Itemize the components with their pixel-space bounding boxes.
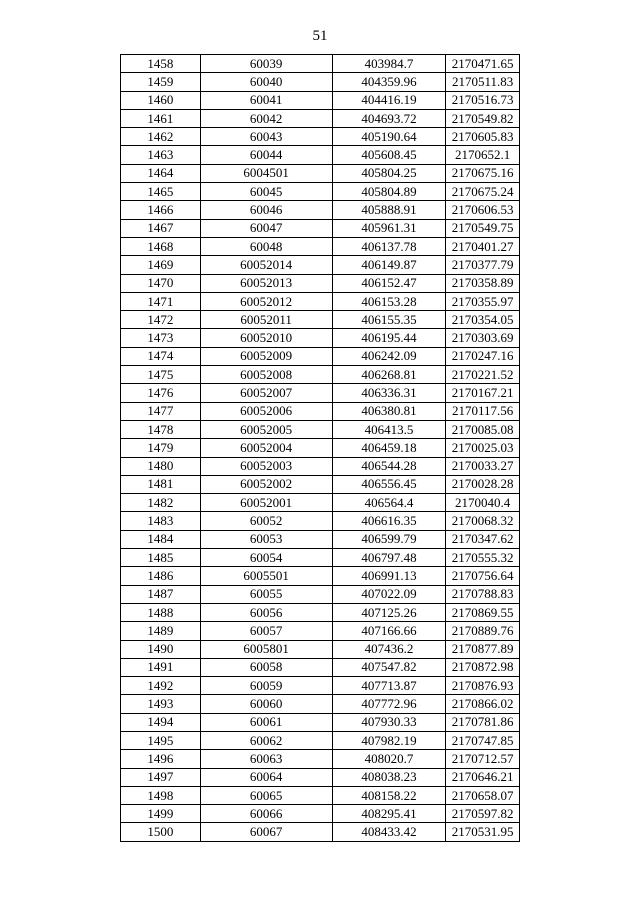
table-row (121, 567, 520, 585)
point-index-cell: 1493 (121, 695, 201, 713)
y-coordinate-cell: 2170085.08 (446, 420, 520, 438)
point-code-cell: 6005501 (200, 567, 332, 585)
table-row (121, 183, 520, 201)
point-code-cell: 60058 (200, 658, 332, 676)
point-index-cell: 1480 (121, 457, 201, 475)
point-code-cell: 60043 (200, 128, 332, 146)
point-index-cell: 1478 (121, 420, 201, 438)
y-coordinate-cell: 2170652.1 (446, 146, 520, 164)
point-index-cell: 1486 (121, 567, 201, 585)
y-coordinate-cell: 2170889.76 (446, 622, 520, 640)
table-row (121, 128, 520, 146)
table-row (121, 805, 520, 823)
table-row (121, 731, 520, 749)
y-coordinate-cell: 2170531.95 (446, 823, 520, 841)
point-index-cell: 1469 (121, 256, 201, 274)
point-code-cell: 60046 (200, 201, 332, 219)
y-coordinate-cell: 2170358.89 (446, 274, 520, 292)
x-coordinate-cell: 406564.4 (332, 494, 446, 512)
x-coordinate-cell: 406544.28 (332, 457, 446, 475)
x-coordinate-cell: 406268.81 (332, 366, 446, 384)
y-coordinate-cell: 2170401.27 (446, 237, 520, 255)
y-coordinate-cell: 2170658.07 (446, 786, 520, 804)
table-row (121, 457, 520, 475)
point-index-cell: 1476 (121, 384, 201, 402)
point-index-cell: 1482 (121, 494, 201, 512)
point-code-cell: 60061 (200, 713, 332, 731)
point-code-cell: 60063 (200, 750, 332, 768)
point-code-cell: 60052006 (200, 402, 332, 420)
x-coordinate-cell: 406413.5 (332, 420, 446, 438)
point-code-cell: 60052008 (200, 366, 332, 384)
point-index-cell: 1468 (121, 237, 201, 255)
x-coordinate-cell: 404416.19 (332, 91, 446, 109)
point-index-cell: 1463 (121, 146, 201, 164)
point-code-cell: 60064 (200, 768, 332, 786)
table-row (121, 695, 520, 713)
table-row (121, 603, 520, 621)
x-coordinate-cell: 403984.7 (332, 55, 446, 73)
x-coordinate-cell: 407166.66 (332, 622, 446, 640)
x-coordinate-cell: 407125.26 (332, 603, 446, 621)
table-row (121, 256, 520, 274)
table-row (121, 292, 520, 310)
y-coordinate-cell: 2170549.82 (446, 109, 520, 127)
point-index-cell: 1459 (121, 73, 201, 91)
y-coordinate-cell: 2170347.62 (446, 530, 520, 548)
y-coordinate-cell: 2170033.27 (446, 457, 520, 475)
x-coordinate-cell: 407022.09 (332, 585, 446, 603)
point-code-cell: 60052012 (200, 292, 332, 310)
table-row (121, 585, 520, 603)
x-coordinate-cell: 406336.31 (332, 384, 446, 402)
y-coordinate-cell: 2170866.02 (446, 695, 520, 713)
table-body (121, 55, 520, 842)
point-index-cell: 1490 (121, 640, 201, 658)
point-code-cell: 60039 (200, 55, 332, 73)
x-coordinate-cell: 406195.44 (332, 329, 446, 347)
y-coordinate-cell: 2170355.97 (446, 292, 520, 310)
point-code-cell: 60052 (200, 512, 332, 530)
y-coordinate-cell: 2170646.21 (446, 768, 520, 786)
point-code-cell: 60052004 (200, 439, 332, 457)
x-coordinate-cell: 407547.82 (332, 658, 446, 676)
point-code-cell: 60056 (200, 603, 332, 621)
point-index-cell: 1483 (121, 512, 201, 530)
point-index-cell: 1485 (121, 549, 201, 567)
x-coordinate-cell: 406152.47 (332, 274, 446, 292)
point-code-cell: 60059 (200, 677, 332, 695)
point-index-cell: 1498 (121, 786, 201, 804)
point-code-cell: 60052002 (200, 475, 332, 493)
y-coordinate-cell: 2170221.52 (446, 366, 520, 384)
point-code-cell: 60045 (200, 183, 332, 201)
x-coordinate-cell: 405804.89 (332, 183, 446, 201)
table-row (121, 55, 520, 73)
x-coordinate-cell: 406556.45 (332, 475, 446, 493)
table-row (121, 73, 520, 91)
y-coordinate-cell: 2170471.65 (446, 55, 520, 73)
table-row (121, 786, 520, 804)
point-index-cell: 1467 (121, 219, 201, 237)
point-index-cell: 1491 (121, 658, 201, 676)
point-index-cell: 1488 (121, 603, 201, 621)
y-coordinate-cell: 2170511.83 (446, 73, 520, 91)
table-row (121, 329, 520, 347)
point-index-cell: 1500 (121, 823, 201, 841)
point-code-cell: 60067 (200, 823, 332, 841)
table-row (121, 823, 520, 841)
point-code-cell: 60042 (200, 109, 332, 127)
y-coordinate-cell: 2170675.16 (446, 164, 520, 182)
y-coordinate-cell: 2170606.53 (446, 201, 520, 219)
x-coordinate-cell: 405961.31 (332, 219, 446, 237)
point-code-cell: 60041 (200, 91, 332, 109)
point-index-cell: 1497 (121, 768, 201, 786)
point-code-cell: 6004501 (200, 164, 332, 182)
y-coordinate-cell: 2170167.21 (446, 384, 520, 402)
x-coordinate-cell: 406242.09 (332, 347, 446, 365)
point-index-cell: 1477 (121, 402, 201, 420)
point-code-cell: 60052013 (200, 274, 332, 292)
table-row (121, 658, 520, 676)
table-row (121, 201, 520, 219)
y-coordinate-cell: 2170747.85 (446, 731, 520, 749)
point-index-cell: 1499 (121, 805, 201, 823)
table-row (121, 494, 520, 512)
x-coordinate-cell: 404359.96 (332, 73, 446, 91)
point-index-cell: 1461 (121, 109, 201, 127)
point-index-cell: 1484 (121, 530, 201, 548)
y-coordinate-cell: 2170040.4 (446, 494, 520, 512)
point-index-cell: 1495 (121, 731, 201, 749)
table-row (121, 530, 520, 548)
y-coordinate-cell: 2170028.28 (446, 475, 520, 493)
y-coordinate-cell: 2170025.03 (446, 439, 520, 457)
point-code-cell: 60048 (200, 237, 332, 255)
x-coordinate-cell: 405888.91 (332, 201, 446, 219)
table-row (121, 640, 520, 658)
point-index-cell: 1481 (121, 475, 201, 493)
table-row (121, 384, 520, 402)
x-coordinate-cell: 404693.72 (332, 109, 446, 127)
y-coordinate-cell: 2170516.73 (446, 91, 520, 109)
point-code-cell: 60065 (200, 786, 332, 804)
point-index-cell: 1492 (121, 677, 201, 695)
x-coordinate-cell: 408295.41 (332, 805, 446, 823)
table-row (121, 237, 520, 255)
point-index-cell: 1462 (121, 128, 201, 146)
point-index-cell: 1470 (121, 274, 201, 292)
y-coordinate-cell: 2170788.83 (446, 585, 520, 603)
point-code-cell: 60052003 (200, 457, 332, 475)
table-row (121, 475, 520, 493)
point-code-cell: 60055 (200, 585, 332, 603)
point-index-cell: 1474 (121, 347, 201, 365)
point-index-cell: 1489 (121, 622, 201, 640)
table-row (121, 622, 520, 640)
point-index-cell: 1496 (121, 750, 201, 768)
point-code-cell: 60052007 (200, 384, 332, 402)
table-row (121, 768, 520, 786)
y-coordinate-cell: 2170555.32 (446, 549, 520, 567)
x-coordinate-cell: 406991.13 (332, 567, 446, 585)
y-coordinate-cell: 2170605.83 (446, 128, 520, 146)
point-code-cell: 60052014 (200, 256, 332, 274)
x-coordinate-cell: 408038.23 (332, 768, 446, 786)
y-coordinate-cell: 2170781.86 (446, 713, 520, 731)
table-row (121, 677, 520, 695)
x-coordinate-cell: 407436.2 (332, 640, 446, 658)
x-coordinate-cell: 407982.19 (332, 731, 446, 749)
x-coordinate-cell: 406153.28 (332, 292, 446, 310)
x-coordinate-cell: 406599.79 (332, 530, 446, 548)
point-index-cell: 1466 (121, 201, 201, 219)
point-index-cell: 1460 (121, 91, 201, 109)
table-row (121, 91, 520, 109)
table-row (121, 366, 520, 384)
point-index-cell: 1458 (121, 55, 201, 73)
point-index-cell: 1479 (121, 439, 201, 457)
table-row (121, 402, 520, 420)
point-code-cell: 6005801 (200, 640, 332, 658)
x-coordinate-cell: 407713.87 (332, 677, 446, 695)
point-index-cell: 1475 (121, 366, 201, 384)
coordinates-table (120, 54, 520, 842)
y-coordinate-cell: 2170117.56 (446, 402, 520, 420)
table-row (121, 347, 520, 365)
y-coordinate-cell: 2170872.98 (446, 658, 520, 676)
y-coordinate-cell: 2170869.55 (446, 603, 520, 621)
point-index-cell: 1494 (121, 713, 201, 731)
x-coordinate-cell: 407772.96 (332, 695, 446, 713)
point-code-cell: 60052011 (200, 311, 332, 329)
point-code-cell: 60044 (200, 146, 332, 164)
point-code-cell: 60060 (200, 695, 332, 713)
table-row (121, 219, 520, 237)
point-code-cell: 60057 (200, 622, 332, 640)
y-coordinate-cell: 2170303.69 (446, 329, 520, 347)
y-coordinate-cell: 2170756.64 (446, 567, 520, 585)
point-code-cell: 60054 (200, 549, 332, 567)
y-coordinate-cell: 2170354.05 (446, 311, 520, 329)
table-row (121, 439, 520, 457)
table-row (121, 512, 520, 530)
page-number: 51 (312, 28, 328, 44)
point-code-cell: 60052001 (200, 494, 332, 512)
point-code-cell: 60052005 (200, 420, 332, 438)
point-code-cell: 60053 (200, 530, 332, 548)
x-coordinate-cell: 406459.18 (332, 439, 446, 457)
x-coordinate-cell: 408433.42 (332, 823, 446, 841)
point-code-cell: 60047 (200, 219, 332, 237)
y-coordinate-cell: 2170712.57 (446, 750, 520, 768)
y-coordinate-cell: 2170549.75 (446, 219, 520, 237)
point-index-cell: 1473 (121, 329, 201, 347)
point-index-cell: 1472 (121, 311, 201, 329)
x-coordinate-cell: 406149.87 (332, 256, 446, 274)
table-row (121, 549, 520, 567)
x-coordinate-cell: 406616.35 (332, 512, 446, 530)
x-coordinate-cell: 405608.45 (332, 146, 446, 164)
y-coordinate-cell: 2170675.24 (446, 183, 520, 201)
point-code-cell: 60052009 (200, 347, 332, 365)
point-code-cell: 60052010 (200, 329, 332, 347)
table-row (121, 164, 520, 182)
point-code-cell: 60062 (200, 731, 332, 749)
point-index-cell: 1464 (121, 164, 201, 182)
y-coordinate-cell: 2170877.89 (446, 640, 520, 658)
y-coordinate-cell: 2170068.32 (446, 512, 520, 530)
table-row (121, 274, 520, 292)
y-coordinate-cell: 2170377.79 (446, 256, 520, 274)
y-coordinate-cell: 2170597.82 (446, 805, 520, 823)
table-row (121, 750, 520, 768)
table-row (121, 146, 520, 164)
point-code-cell: 60066 (200, 805, 332, 823)
point-index-cell: 1487 (121, 585, 201, 603)
x-coordinate-cell: 406797.48 (332, 549, 446, 567)
table-row (121, 109, 520, 127)
x-coordinate-cell: 406155.35 (332, 311, 446, 329)
x-coordinate-cell: 408158.22 (332, 786, 446, 804)
x-coordinate-cell: 408020.7 (332, 750, 446, 768)
point-code-cell: 60040 (200, 73, 332, 91)
table-row (121, 420, 520, 438)
x-coordinate-cell: 405190.64 (332, 128, 446, 146)
y-coordinate-cell: 2170876.93 (446, 677, 520, 695)
y-coordinate-cell: 2170247.16 (446, 347, 520, 365)
point-index-cell: 1465 (121, 183, 201, 201)
table-row (121, 311, 520, 329)
point-index-cell: 1471 (121, 292, 201, 310)
x-coordinate-cell: 406380.81 (332, 402, 446, 420)
x-coordinate-cell: 406137.78 (332, 237, 446, 255)
table-row (121, 713, 520, 731)
x-coordinate-cell: 405804.25 (332, 164, 446, 182)
x-coordinate-cell: 407930.33 (332, 713, 446, 731)
